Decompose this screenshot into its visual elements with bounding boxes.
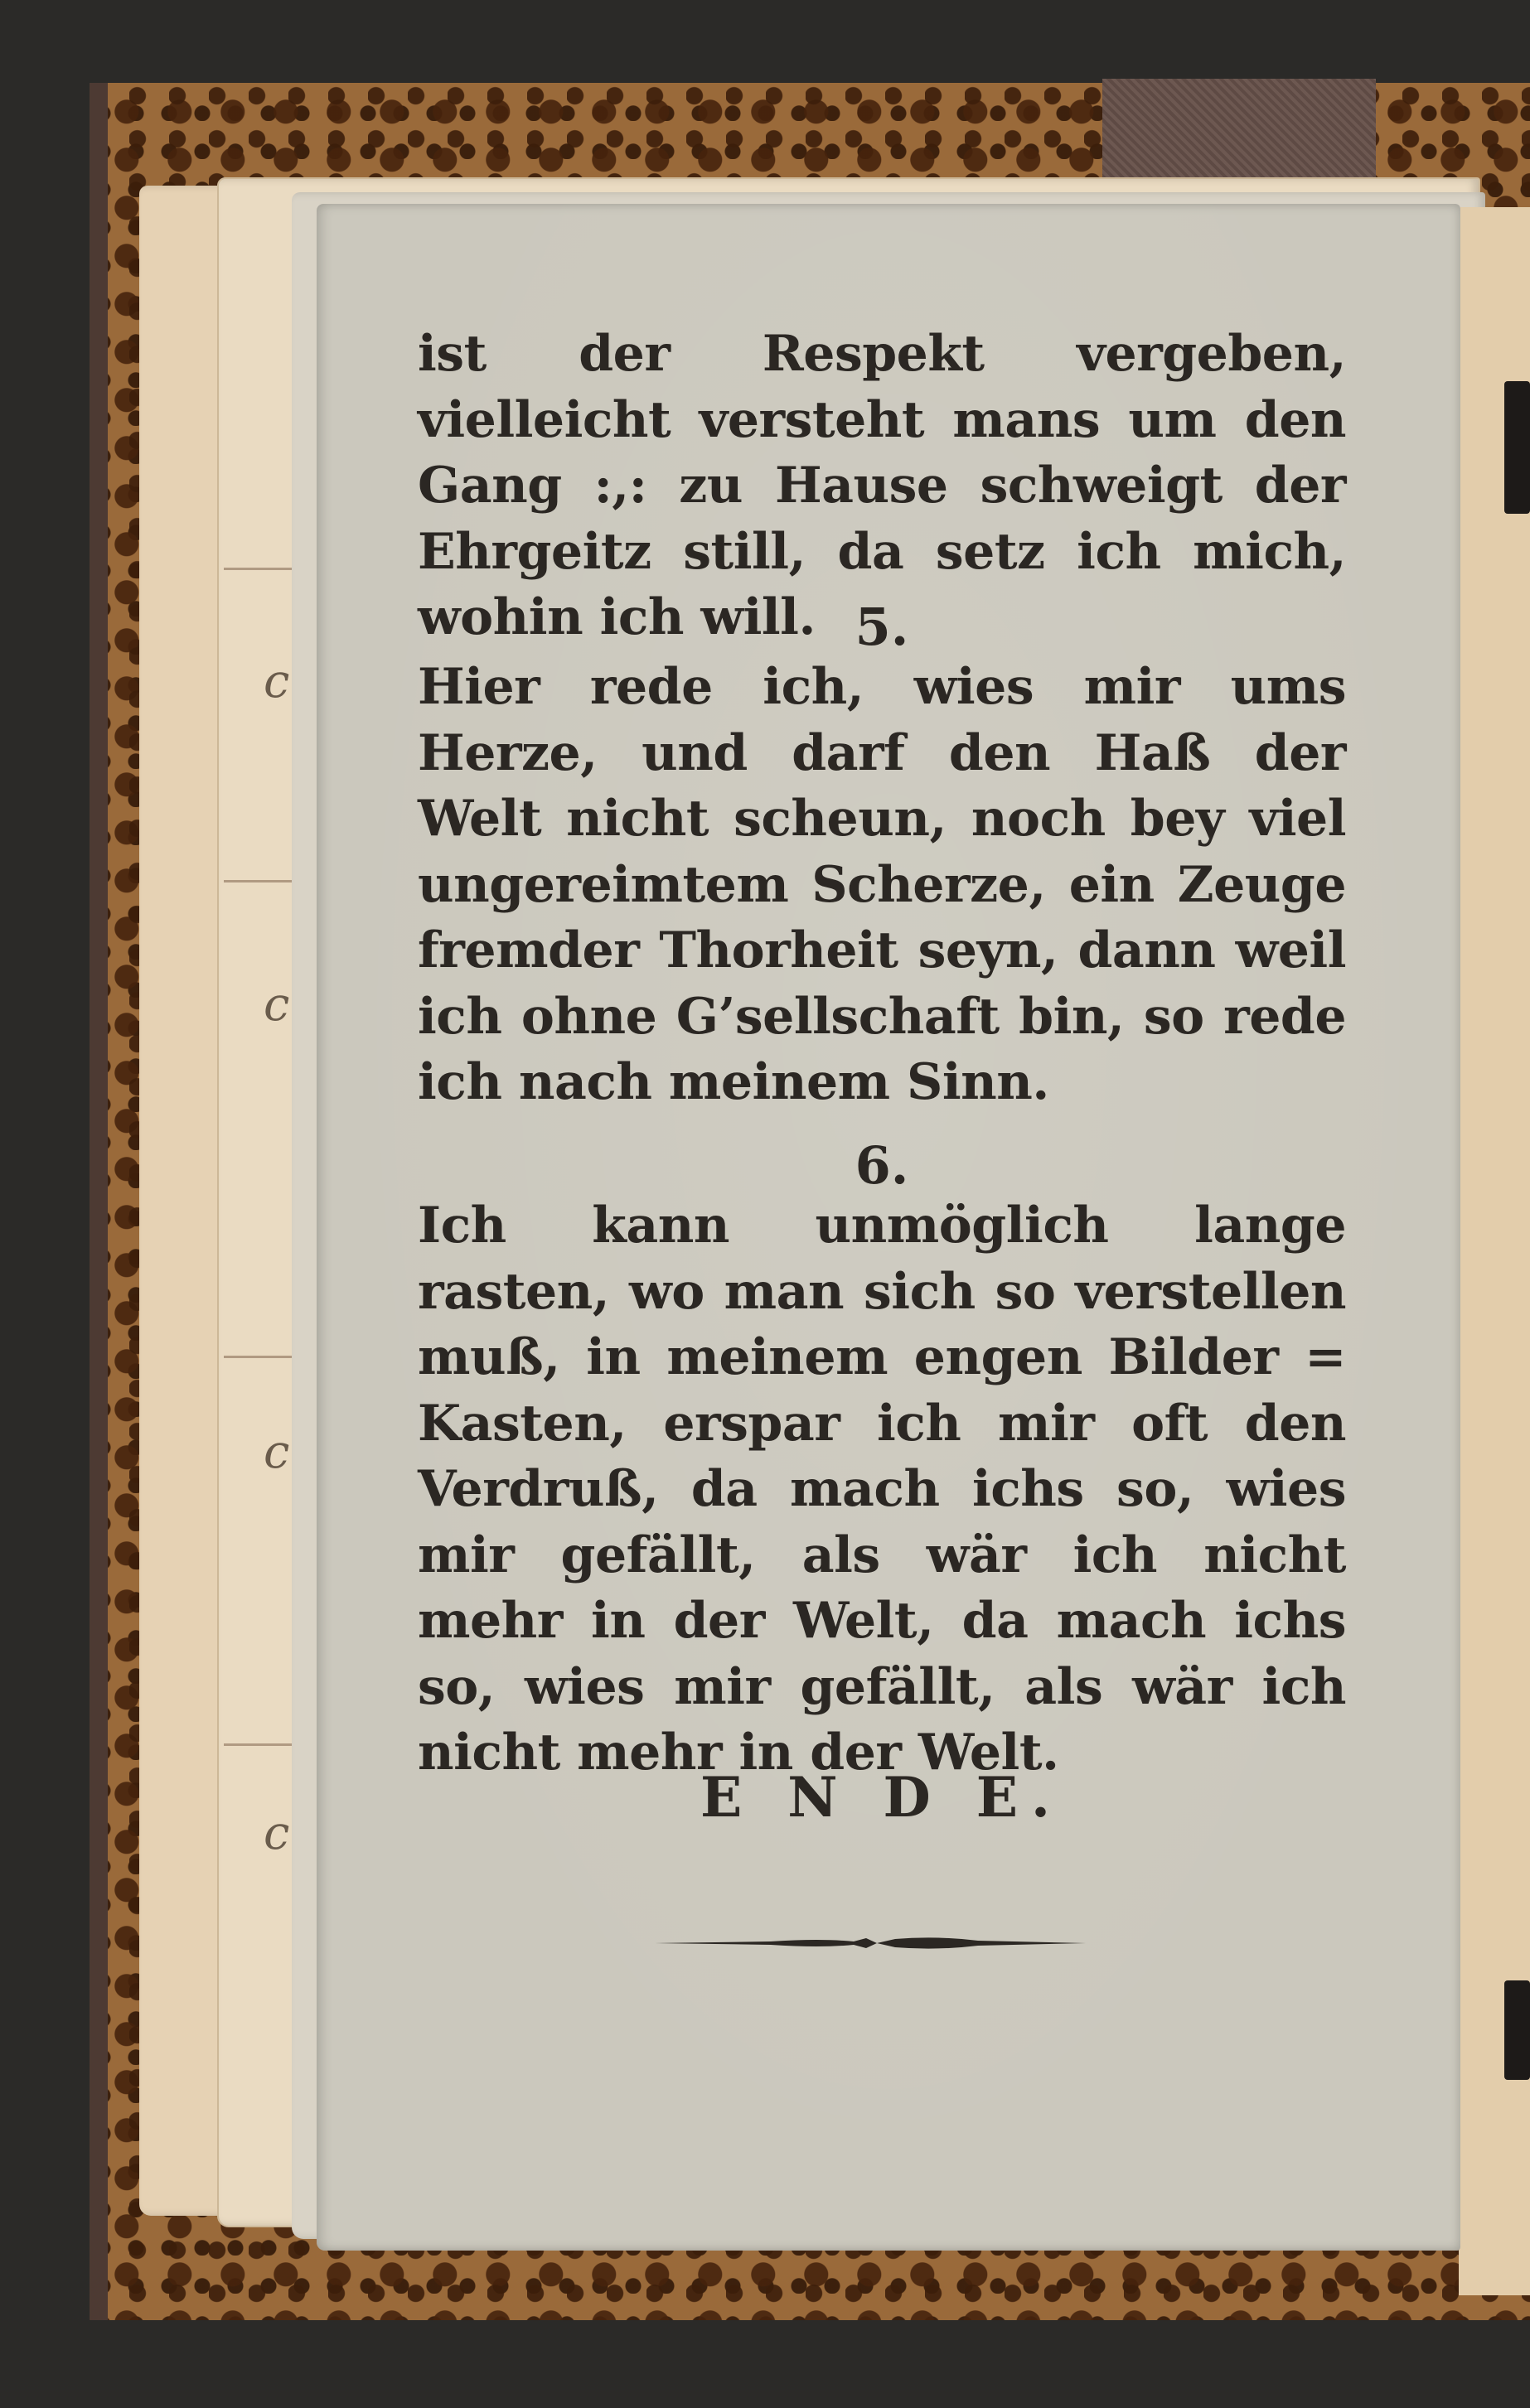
verse-continuation: ist der Respekt vergeben, vielleicht versteht mans um den Gang :,: zu Hause schweigt der Ehrgeitz still, da setz ich mich, wohin ich will. <box>418 325 1346 646</box>
stanza-text: Hier rede ich, wies mir ums Herze, und darf den Haß der Welt nicht scheun, noch bey viel ungereimtem Scherze, ein Zeuge fremder Thorheit seyn, dann weil ich ohne G’sellschaft bin, so rede ich nach meinem Sinn. <box>418 658 1346 1111</box>
cloth-spine <box>1102 79 1376 178</box>
margin-mark: c <box>264 655 290 708</box>
facing-page-ink <box>1504 381 1530 514</box>
stanza-number: 5. <box>855 597 909 657</box>
margin-mark: c <box>264 1425 290 1479</box>
edge-tick <box>224 568 295 570</box>
margin-mark: c <box>264 978 290 1032</box>
edge-tick <box>224 1356 295 1358</box>
stanza-text: Ich kann unmöglich lange rasten, wo man sich so verstellen muß, in meinem engen Bilder = Kasten, erspar ich mir oft den Verdruß, da mach ichs so, wies mir gefällt, als wär ich nicht mehr in der Welt, da mach ichs so, wies mir gefällt, als wär ich nicht mehr in der Welt. <box>418 1197 1346 1782</box>
stanza-number: 6. <box>855 1135 909 1196</box>
edge-tick <box>224 1743 295 1746</box>
ende-heading: E N D E. <box>700 1765 1064 1830</box>
facing-page-ink <box>1504 1980 1530 2080</box>
edge-tick <box>224 880 295 882</box>
ornament-rule <box>655 1931 1086 1956</box>
margin-mark: c <box>264 1806 290 1860</box>
